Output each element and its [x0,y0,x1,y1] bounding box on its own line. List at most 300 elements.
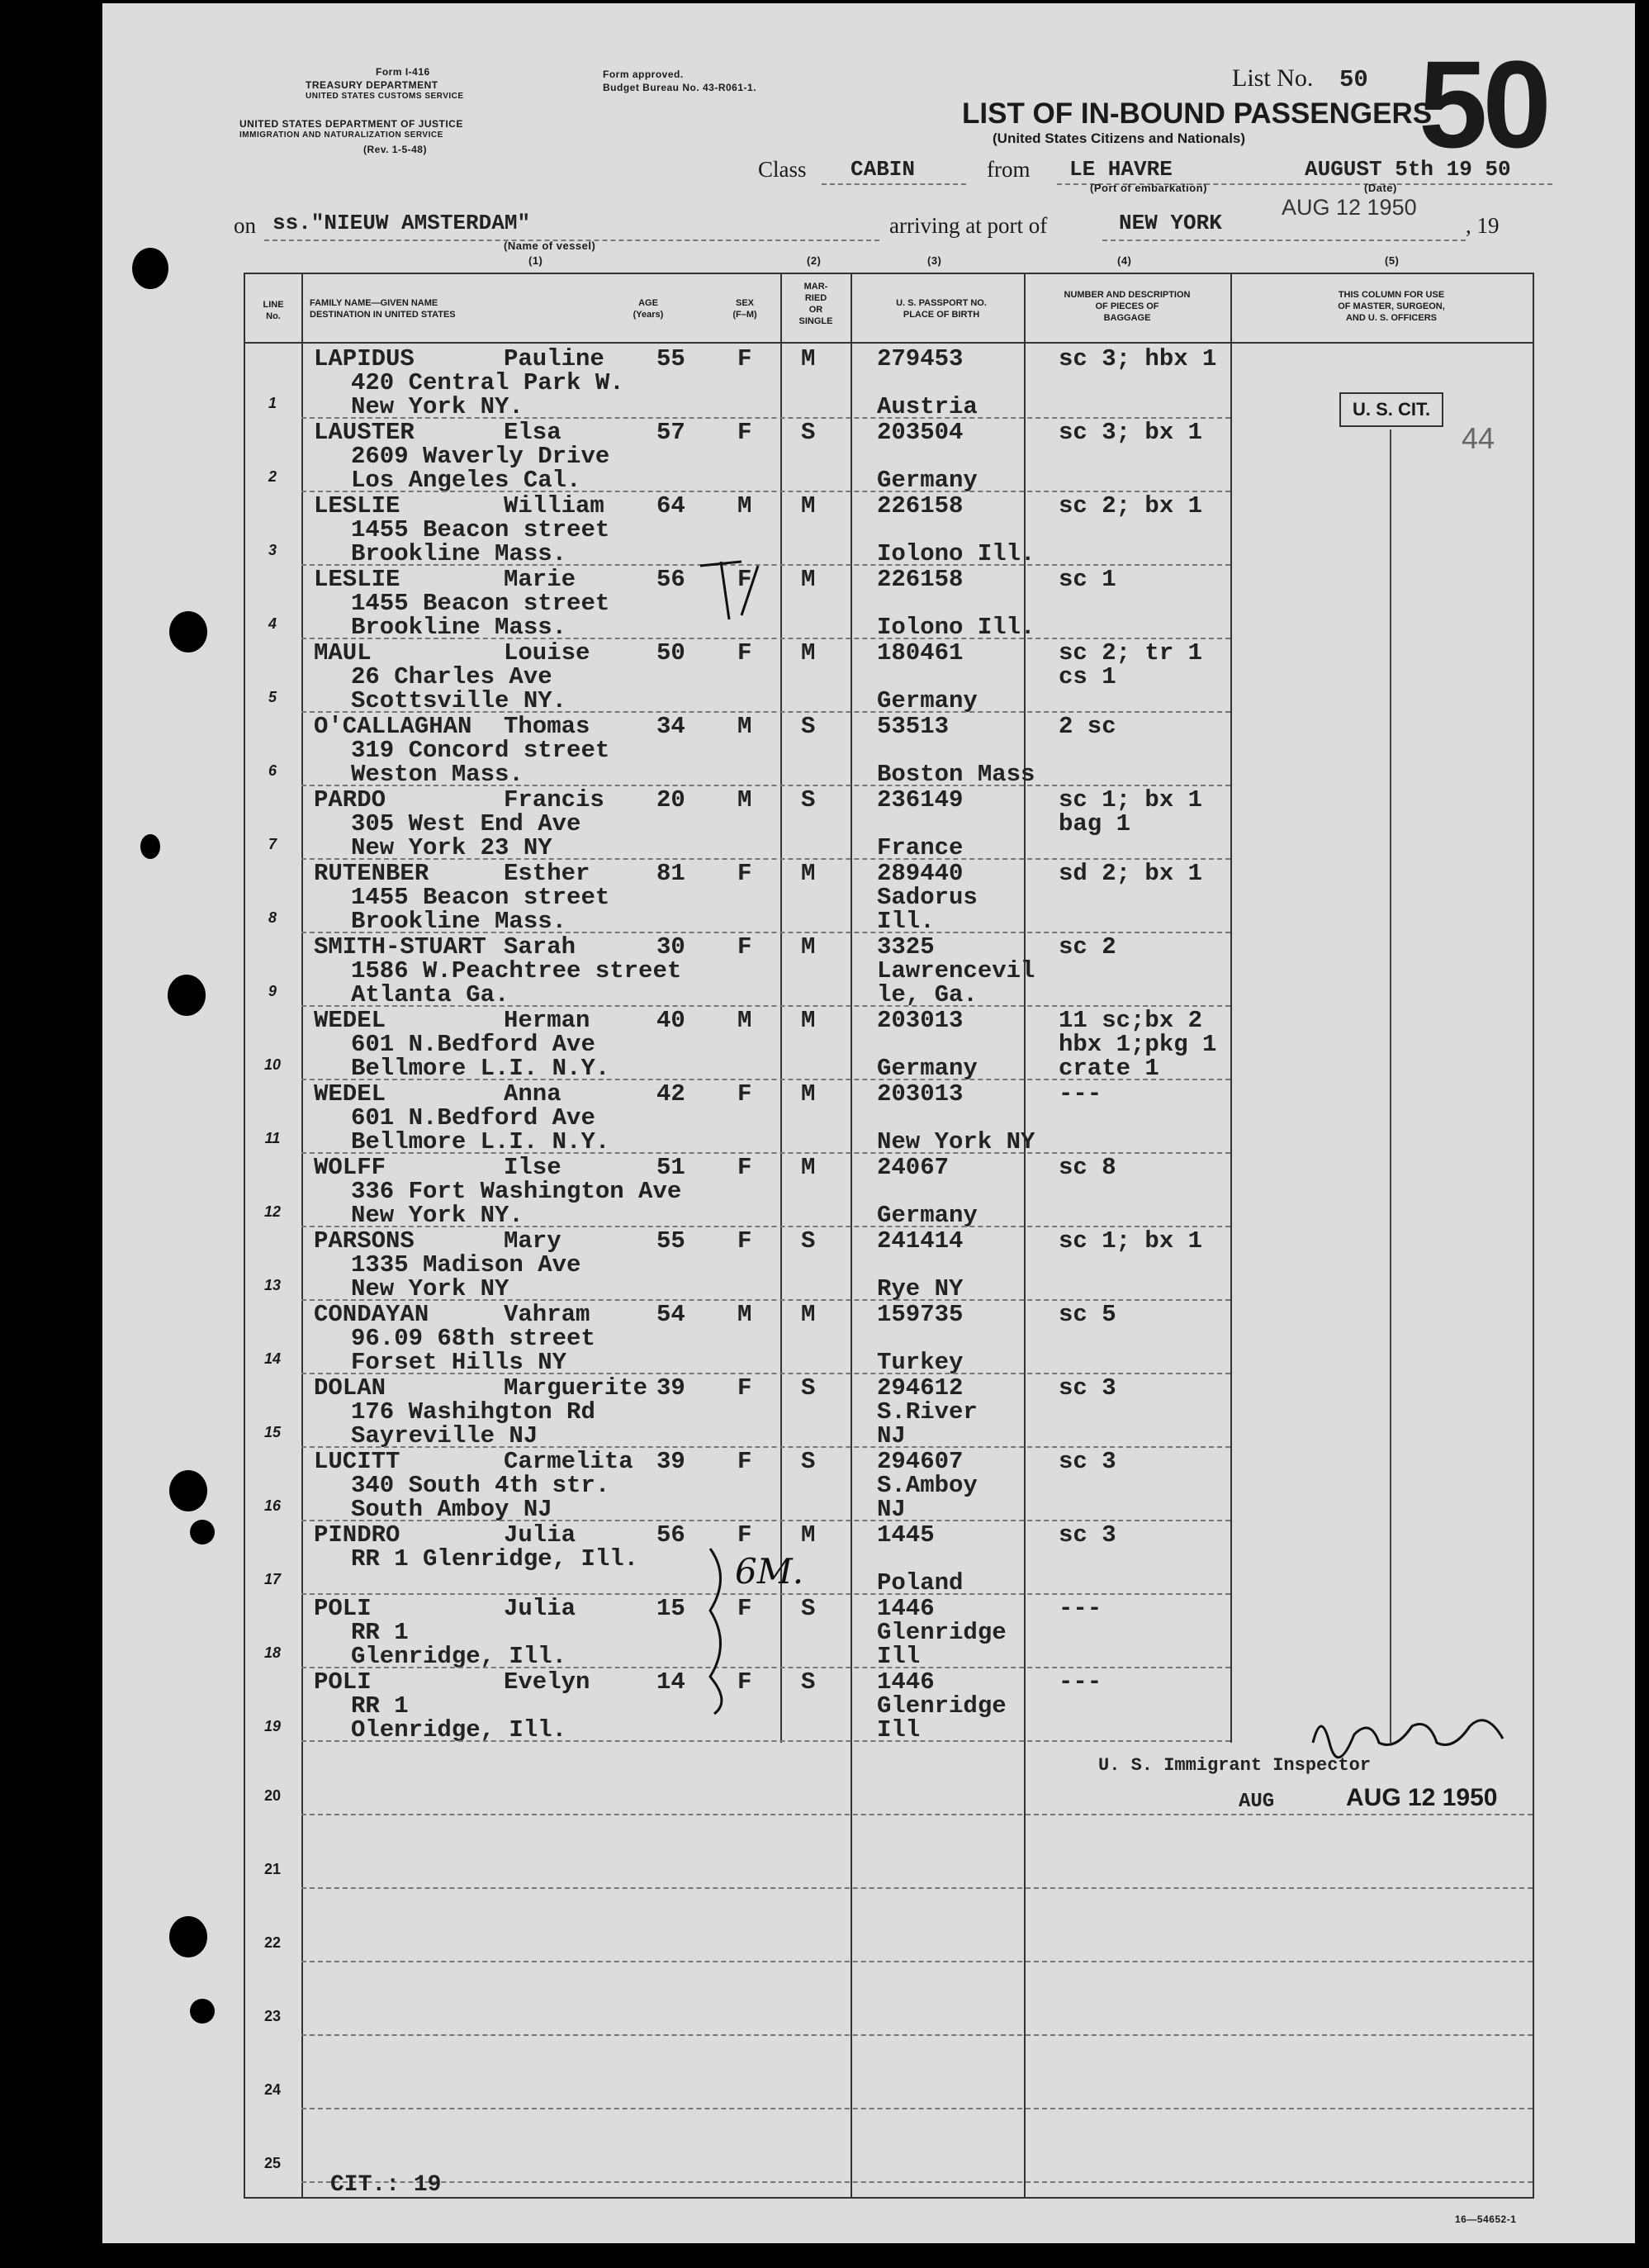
passenger-age: 57 [656,419,685,446]
passenger-given-name: Sarah [504,933,576,961]
passenger-passport-no: 226158 [877,566,964,593]
passenger-sex: F [737,1227,752,1255]
passenger-given-name: Ilse [504,1154,562,1181]
binder-hole [169,1916,207,1957]
passenger-age: 20 [656,786,685,814]
passenger-age: 54 [656,1301,685,1328]
line-number: 10 [263,1056,282,1073]
inspector-label: U. S. Immigrant Inspector [1098,1755,1372,1776]
passenger-marital-status: M [801,566,816,593]
class-label: Class [758,157,807,182]
table-border-top [244,273,1534,274]
line-number: 12 [263,1203,282,1220]
header-passport: U. S. PASSPORT NO. PLACE OF BIRTH [896,298,987,320]
line-number: 11 [264,1130,281,1146]
passenger-sex: F [737,566,752,593]
passenger-address-line2: Los Angeles Cal. [351,467,581,494]
passenger-passport-no: 3325 [877,933,935,961]
passenger-surname: SMITH-STUART [314,933,486,961]
passenger-given-name: William [504,492,604,520]
passenger-surname: WEDEL [314,1007,386,1034]
header-married: MAR- RIED OR SINGLE [798,282,833,326]
passenger-age: 51 [656,1154,685,1181]
table-header-rule [244,342,1534,344]
passenger-birthplace-2: Germany [877,1202,978,1229]
passenger-sex: M [737,1301,752,1328]
passenger-surname: WOLFF [314,1154,386,1181]
passenger-marital-status: S [801,1668,816,1696]
passenger-given-name: Francis [504,786,604,814]
line-number: 25 [263,2155,282,2171]
vessel-caption: (Name of vessel) [504,240,596,252]
passenger-passport-no: 159735 [877,1301,964,1328]
form-approved: Form approved. [603,69,684,80]
passenger-birthplace-2: Turkey [877,1349,964,1376]
passenger-address-line2: New York NY. [351,1202,524,1229]
signature-scribble-icon [1305,1701,1519,1759]
dept-ins: IMMIGRATION AND NATURALIZATION SERVICE [239,130,443,140]
passenger-address-line2: Brookline Mass. [351,614,567,641]
passenger-baggage-1: sc 2 [1059,933,1116,961]
passenger-surname: PARSONS [314,1227,415,1255]
passenger-age: 14 [656,1668,685,1696]
passenger-age: 56 [656,1521,685,1549]
passenger-surname: CONDAYAN [314,1301,429,1328]
line-number: 4 [268,615,277,632]
passenger-marital-status: M [801,933,816,961]
passenger-sex: F [737,1595,752,1622]
passenger-baggage-1: sc 1; bx 1 [1059,786,1203,814]
passenger-marital-status: S [801,1448,816,1475]
line-number: 7 [268,836,277,852]
row-separator [301,1814,1533,1815]
list-number-stamp: 50 [1419,35,1547,173]
dept-treasury: TREASURY DEPARTMENT [306,79,438,91]
passenger-birthplace-2: Ill [877,1716,921,1744]
passenger-address-line2: Weston Mass. [351,761,524,788]
passenger-sex: F [737,1080,752,1108]
line-number: 17 [263,1571,282,1587]
passenger-passport-no: 279453 [877,345,964,372]
passenger-passport-no: 203013 [877,1080,964,1108]
passenger-age: 64 [656,492,685,520]
line-number: 2 [268,468,277,485]
passenger-sex: M [737,786,752,814]
passenger-address-line2: South Amboy NJ [351,1496,552,1523]
passenger-address-line1: 336 Fort Washington Ave [351,1178,682,1205]
passenger-baggage-1: sc 1; bx 1 [1059,1227,1203,1255]
on-label: on [234,213,256,238]
header-sex: SEX (F–M) [732,298,757,320]
passenger-address-line1: 305 West End Ave [351,810,581,837]
passenger-address-line1: 601 N.Bedford Ave [351,1031,595,1058]
passenger-passport-no: 226158 [877,492,964,520]
passenger-baggage-2: cs 1 [1059,663,1116,690]
passenger-birthplace-2: Ill. [877,908,935,935]
passenger-passport-no: 53513 [877,713,950,740]
passenger-surname: PARDO [314,786,386,814]
line-number: 3 [268,542,277,558]
col-divider-bag [1230,273,1232,1743]
passenger-address-line2: Bellmore L.I. N.Y. [351,1055,610,1082]
inspector-signature [1305,1701,1519,1759]
bracket-mark-icon [694,1544,743,1718]
passenger-baggage-1: sc 1 [1059,566,1116,593]
us-citizen-stamp: U. S. CIT. [1339,392,1443,427]
line-number: 1 [268,395,277,411]
table-border-left [244,273,245,2199]
passenger-birthplace-2: Ill [877,1643,921,1670]
checkmark-mark [692,558,791,624]
passenger-sex: F [737,639,752,667]
passenger-age: 50 [656,639,685,667]
passenger-address-line1: RR 1 Glenridge, Ill. [351,1545,639,1573]
row-separator [301,1887,1533,1889]
passenger-passport-no: 1446 [877,1668,935,1696]
passenger-birthplace-2: Germany [877,467,978,494]
passenger-given-name: Anna [504,1080,562,1108]
form-revision: (Rev. 1-5-48) [363,144,427,155]
line-number: 20 [263,1787,282,1804]
col3-caption: (3) [927,254,942,267]
form-id: Form I-416 [376,66,430,78]
passenger-age: 15 [656,1595,685,1622]
passenger-given-name: Esther [504,860,590,887]
passenger-birthplace-2: Austria [877,393,978,420]
passenger-given-name: Vahram [504,1301,590,1328]
pencil-note-44: 44 [1462,421,1495,455]
passenger-baggage-1: sc 3; bx 1 [1059,419,1203,446]
line-number: 23 [263,2008,282,2024]
passenger-marital-status: M [801,1301,816,1328]
passenger-sex: F [737,1448,752,1475]
binder-hole [132,248,168,289]
row-separator [301,2108,1533,2109]
passenger-marital-status: M [801,1154,816,1181]
col4-caption: (4) [1117,254,1132,267]
page-title: LIST OF IN-BOUND PASSENGERS [962,97,1433,130]
passenger-marital-status: S [801,1595,816,1622]
passenger-age: 34 [656,713,685,740]
passenger-passport-no: 203013 [877,1007,964,1034]
passenger-sex: F [737,345,752,372]
binder-hole [190,1520,215,1544]
passenger-address-line2: Bellmore L.I. N.Y. [351,1128,610,1155]
passenger-address-line1: 420 Central Park W. [351,369,624,396]
table-border-right [1533,273,1534,2199]
passenger-age: 55 [656,345,685,372]
passenger-age: 30 [656,933,685,961]
passenger-surname: LAPIDUS [314,345,415,372]
binder-hole [169,1470,207,1511]
passenger-passport-no: 1446 [877,1595,935,1622]
line-number: 16 [263,1497,282,1514]
passenger-birthplace-2: Iolono Ill. [877,540,1035,567]
binder-hole [190,1999,215,2024]
passenger-passport-no: 236149 [877,786,964,814]
passenger-given-name: Louise [504,639,590,667]
passenger-address-line2: New York NY. [351,393,524,420]
passenger-passport-no: 180461 [877,639,964,667]
passenger-age: 40 [656,1007,685,1034]
line-number: 14 [263,1350,282,1367]
passenger-marital-status: M [801,345,816,372]
arrival-underline [1102,240,1466,241]
line-number: 5 [268,689,277,705]
from-label: from [987,157,1031,182]
passenger-sex: M [737,1007,752,1034]
passenger-surname: PINDRO [314,1521,400,1549]
col-divider-name [780,273,782,1743]
passenger-address-line1: 1586 W.Peachtree street [351,957,682,985]
passenger-baggage-1: sc 8 [1059,1154,1116,1181]
from-value: LE HAVRE [1069,157,1173,182]
passenger-baggage-1: sc 3 [1059,1521,1116,1549]
passenger-address-line2: New York NY [351,1275,509,1302]
passenger-given-name: Mary [504,1227,562,1255]
passenger-birthplace-2: Germany [877,1055,978,1082]
row-separator [301,1740,1230,1742]
list-no-label: List No. [1232,64,1314,92]
line-number: 24 [263,2081,282,2098]
passenger-address-line2: Atlanta Ga. [351,981,509,1008]
passenger-surname: DOLAN [314,1374,386,1402]
passenger-surname: RUTENBER [314,860,429,887]
passenger-passport-no: 294607 [877,1448,964,1475]
passenger-passport-no: 24067 [877,1154,950,1181]
list-no-value: 50 [1339,66,1368,93]
passenger-birthplace-1: Lawrencevil [877,957,1035,985]
passenger-birthplace-2: France [877,834,964,861]
passenger-birthplace-2: NJ [877,1496,906,1523]
passenger-baggage-2: hbx 1;pkg 1 [1059,1031,1217,1058]
passenger-sex: F [737,860,752,887]
passenger-address-line2: Forset Hills NY [351,1349,567,1376]
port-caption: (Port of embarkation) [1090,182,1207,194]
passenger-given-name: Herman [504,1007,590,1034]
passenger-address-line2: New York 23 NY [351,834,552,861]
passenger-marital-status: S [801,786,816,814]
line-number: 22 [263,1934,282,1951]
passenger-birthplace-1: Glenridge [877,1619,1007,1646]
arrival-date-stamp: AUG 12 1950 [1282,195,1417,220]
row-separator [301,1961,1533,1962]
date-caption: (Date) [1364,182,1397,194]
passenger-sex: F [737,1521,752,1549]
passenger-given-name: Julia [504,1595,576,1622]
passenger-address-line2: Olenridge, Ill. [351,1716,567,1744]
passenger-birthplace-2: New York NY [877,1128,1035,1155]
line-number: 8 [268,909,277,926]
passenger-baggage-1: 11 sc;bx 2 [1059,1007,1203,1034]
passenger-address-line1: 1335 Madison Ave [351,1251,581,1279]
passenger-age: 39 [656,1448,685,1475]
passenger-birthplace-1: Sadorus [877,884,978,911]
passenger-given-name: Marie [504,566,576,593]
passenger-baggage-1: --- [1059,1668,1102,1696]
col5-caption: (5) [1385,254,1400,267]
passenger-passport-no: 1445 [877,1521,935,1549]
passenger-address-line1: RR 1 [351,1692,409,1720]
col-divider-line [301,273,303,2199]
passenger-surname: LESLIE [314,566,400,593]
binder-hole [168,975,206,1016]
passenger-sex: M [737,492,752,520]
passenger-marital-status: S [801,713,816,740]
passenger-marital-status: S [801,419,816,446]
header-line-no: LINE No. [263,300,284,321]
passenger-surname: LESLIE [314,492,400,520]
header-name: FAMILY NAME—GIVEN NAME DESTINATION IN UNITED STATES [310,298,456,320]
date-underline [1288,183,1552,185]
handwritten-bracket [694,1544,743,1718]
passenger-surname: WEDEL [314,1080,386,1108]
passenger-marital-status: S [801,1374,816,1402]
passenger-address-line1: 340 South 4th str. [351,1472,610,1499]
col2-caption: (2) [807,254,822,267]
passenger-surname: MAUL [314,639,372,667]
passenger-address-line1: 601 N.Bedford Ave [351,1104,595,1132]
binder-hole [140,834,160,859]
passenger-address-line1: 1455 Beacon street [351,516,610,543]
officer-pencil-line [1390,429,1391,1743]
passenger-baggage-1: 2 sc [1059,713,1116,740]
passenger-address-line1: 319 Concord street [351,737,610,764]
passenger-surname: LUCITT [314,1448,400,1475]
passenger-passport-no: 241414 [877,1227,964,1255]
passenger-baggage-1: sc 3; hbx 1 [1059,345,1217,372]
line-number: 6 [268,762,277,779]
date-value: AUGUST 5th 19 50 [1305,157,1511,182]
passenger-baggage-1: sc 3 [1059,1448,1116,1475]
passenger-sex: F [737,1154,752,1181]
passenger-given-name: Thomas [504,713,590,740]
vessel-name: ss."NIEUW AMSTERDAM" [272,211,531,235]
passenger-given-name: Evelyn [504,1668,590,1696]
passenger-address-line1: 176 Washihgton Rd [351,1398,595,1426]
passenger-address-line1: 2609 Waverly Drive [351,443,610,470]
passenger-age: 81 [656,860,685,887]
passenger-passport-no: 294612 [877,1374,964,1402]
passenger-baggage-3: crate 1 [1059,1055,1159,1082]
passenger-surname: LAUSTER [314,419,415,446]
passenger-given-name: Carmelita [504,1448,633,1475]
passenger-birthplace-2: NJ [877,1422,906,1450]
footer-code: 16—54652-1 [1455,2213,1517,2225]
passenger-address-line2: Brookline Mass. [351,908,567,935]
header-age: AGE (Years) [633,298,664,320]
passenger-address-line2: Scottsville NY. [351,687,567,714]
class-value: CABIN [851,157,916,182]
passenger-surname: POLI [314,1595,372,1622]
passenger-baggage-1: sc 2; bx 1 [1059,492,1203,520]
line-number: 18 [263,1644,282,1661]
passenger-address-line1: 1455 Beacon street [351,590,610,617]
passenger-sex: M [737,713,752,740]
dept-justice: UNITED STATES DEPARTMENT OF JUSTICE [239,118,463,130]
row-separator [301,2181,1533,2183]
page-subtitle: (United States Citizens and Nationals) [993,130,1246,146]
passenger-baggage-1: sd 2; bx 1 [1059,860,1203,887]
passenger-address-line1: 1455 Beacon street [351,884,610,911]
passenger-passport-no: 289440 [877,860,964,887]
line-number: 21 [263,1861,282,1877]
class-underline [822,183,966,185]
budget-bureau: Budget Bureau No. 43-R061-1. [603,82,757,93]
passenger-baggage-2: bag 1 [1059,810,1131,837]
col1-caption: (1) [528,254,543,267]
passenger-address-line1: RR 1 [351,1619,409,1646]
handwritten-6m-note: 6M. [735,1551,804,1592]
col-divider-ms [851,273,852,2199]
year-suffix: , 19 [1466,213,1500,238]
inspector-date-prefix: AUG [1239,1791,1275,1813]
passenger-sex: F [737,933,752,961]
passenger-marital-status: M [801,1521,816,1549]
passenger-given-name: Marguerite [504,1374,648,1402]
passenger-passport-no: 203504 [877,419,964,446]
line-number: 9 [268,983,277,999]
passenger-baggage-1: --- [1059,1080,1102,1108]
passenger-address-line2: Brookline Mass. [351,540,567,567]
citizen-total: CIT.: 19 [330,2172,442,2198]
passenger-birthplace-2: Rye NY [877,1275,964,1302]
header-baggage: NUMBER AND DESCRIPTION OF PIECES OF BAGGAGE [1064,290,1191,323]
passenger-birthplace-2: Germany [877,687,978,714]
passenger-marital-status: S [801,1227,816,1255]
passenger-age: 55 [656,1227,685,1255]
line-number: 13 [263,1277,282,1293]
arrival-port: NEW YORK [1119,211,1222,235]
passenger-surname: POLI [314,1668,372,1696]
passenger-address-line1: 96.09 68th street [351,1325,595,1352]
passenger-birthplace-2: Poland [877,1569,964,1597]
dept-customs: UNITED STATES CUSTOMS SERVICE [306,92,464,101]
passenger-birthplace-1: Glenridge [877,1692,1007,1720]
passenger-birthplace-1: S.Amboy [877,1472,978,1499]
line-number: 19 [263,1718,282,1734]
passenger-sex: F [737,419,752,446]
passenger-address-line2: Sayreville NJ [351,1422,538,1450]
passenger-baggage-1: sc 5 [1059,1301,1116,1328]
passenger-marital-status: M [801,1007,816,1034]
passenger-baggage-1: sc 2; tr 1 [1059,639,1203,667]
passenger-given-name: Julia [504,1521,576,1549]
passenger-surname: O'CALLAGHAN [314,713,472,740]
row-separator [301,2034,1533,2036]
inspector-date-stamp: AUG 12 1950 [1346,1784,1498,1811]
passenger-birthplace-2: Iolono Ill. [877,614,1035,641]
passenger-birthplace-1: S.River [877,1398,978,1426]
passenger-address-line1: 26 Charles Ave [351,663,552,690]
passenger-birthplace-2: Boston Mass [877,761,1035,788]
passenger-age: 42 [656,1080,685,1108]
passenger-marital-status: M [801,860,816,887]
passenger-age: 56 [656,566,685,593]
line-number: 15 [263,1424,282,1440]
document-page [102,3,1635,2243]
passenger-baggage-1: sc 3 [1059,1374,1116,1402]
passenger-age: 39 [656,1374,685,1402]
passenger-given-name: Pauline [504,345,604,372]
binder-hole [169,611,207,652]
arriving-label: arriving at port of [889,213,1048,238]
passenger-address-line2: Glenridge, Ill. [351,1643,567,1670]
passenger-baggage-1: --- [1059,1595,1102,1622]
passenger-marital-status: M [801,639,816,667]
passenger-marital-status: M [801,492,816,520]
passenger-birthplace-2: le, Ga. [877,981,978,1008]
